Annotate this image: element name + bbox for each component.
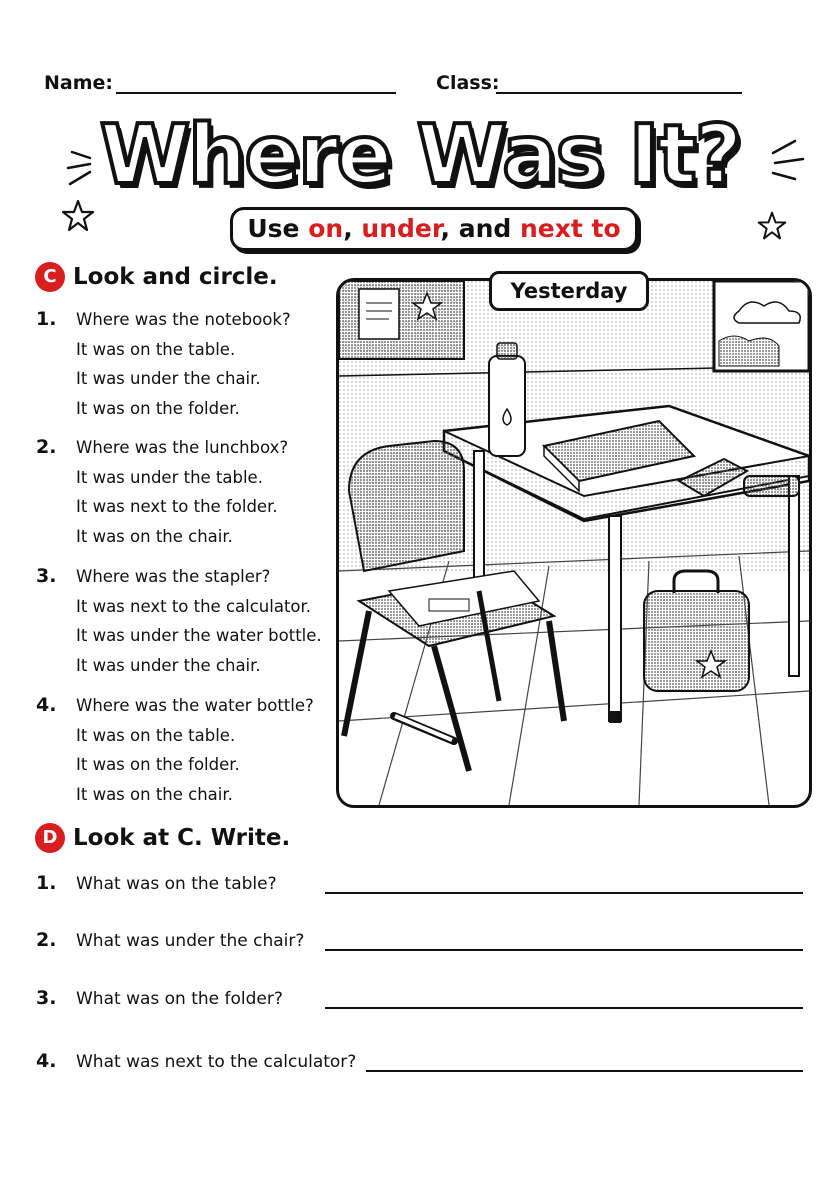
answer-line[interactable] <box>325 949 803 951</box>
answer-option[interactable]: It was under the water bottle. <box>76 626 322 645</box>
keyword-on: on <box>308 214 344 243</box>
question-text: Where was the lunchbox? <box>76 438 289 457</box>
class-label: Class: <box>436 72 500 94</box>
question-text: Where was the notebook? <box>76 310 291 329</box>
answer-option[interactable]: It was under the chair. <box>76 369 261 388</box>
keyword-next-to: next to <box>519 214 621 243</box>
star-right-icon <box>756 210 788 242</box>
subtitle-text: Use <box>247 214 309 243</box>
answer-line[interactable] <box>325 892 803 894</box>
question-text: What was on the table? <box>76 874 277 894</box>
question-number: 4. <box>36 694 57 716</box>
answer-option[interactable]: It was under the table. <box>76 467 263 487</box>
name-field[interactable] <box>116 92 396 94</box>
star-left-icon <box>60 198 96 234</box>
section-d-heading <box>35 823 290 853</box>
page-title: Where Was It? <box>99 108 741 203</box>
section-c-heading <box>35 262 278 292</box>
class-field[interactable] <box>496 92 742 94</box>
answer-option[interactable]: It was under the chair. <box>76 655 261 675</box>
section-d-badge: D <box>35 823 65 853</box>
question-text: Where was the stapler? <box>76 567 271 586</box>
answer-option[interactable]: It was on the folder. <box>76 755 240 774</box>
classroom-scene <box>339 281 809 805</box>
subtitle-banner <box>230 207 638 251</box>
subtitle-text: , and <box>440 214 520 243</box>
question-text: What was next to the calculator? <box>76 1052 357 1072</box>
answer-option[interactable]: It was next to the folder. <box>76 497 278 516</box>
question-number: 2. <box>36 929 57 951</box>
answer-option[interactable]: It was on the table. <box>76 725 236 745</box>
section-d-title: Look at C. Write. <box>73 825 291 851</box>
question-number: 3. <box>36 987 57 1009</box>
scene-illustration <box>336 278 812 808</box>
subtitle-text: , <box>343 214 362 243</box>
answer-option[interactable]: It was on the table. <box>76 339 236 359</box>
section-c-title: Look and circle. <box>73 264 278 290</box>
question-number: 2. <box>36 436 57 458</box>
burst-lines-left-icon <box>60 140 110 190</box>
answer-option[interactable]: It was on the chair. <box>76 784 233 804</box>
question-text: Where was the water bottle? <box>76 696 314 715</box>
answer-line[interactable] <box>366 1070 803 1072</box>
question-number: 1. <box>36 308 57 330</box>
burst-lines-right-icon <box>765 135 815 185</box>
keyword-under: under <box>361 214 441 243</box>
name-label: Name: <box>44 72 114 94</box>
question-number: 1. <box>36 872 57 894</box>
question-number: 3. <box>36 565 57 587</box>
question-number: 4. <box>36 1050 57 1072</box>
answer-option[interactable]: It was on the folder. <box>76 398 240 418</box>
answer-option[interactable]: It was on the chair. <box>76 526 233 546</box>
question-text: What was on the folder? <box>76 989 283 1009</box>
question-text: What was under the chair? <box>76 931 305 951</box>
section-c-badge: C <box>35 262 65 292</box>
title-banner <box>60 108 780 208</box>
answer-option[interactable]: It was next to the calculator. <box>76 596 312 616</box>
answer-line[interactable] <box>325 1007 803 1009</box>
picture-label: Yesterday <box>489 271 649 311</box>
